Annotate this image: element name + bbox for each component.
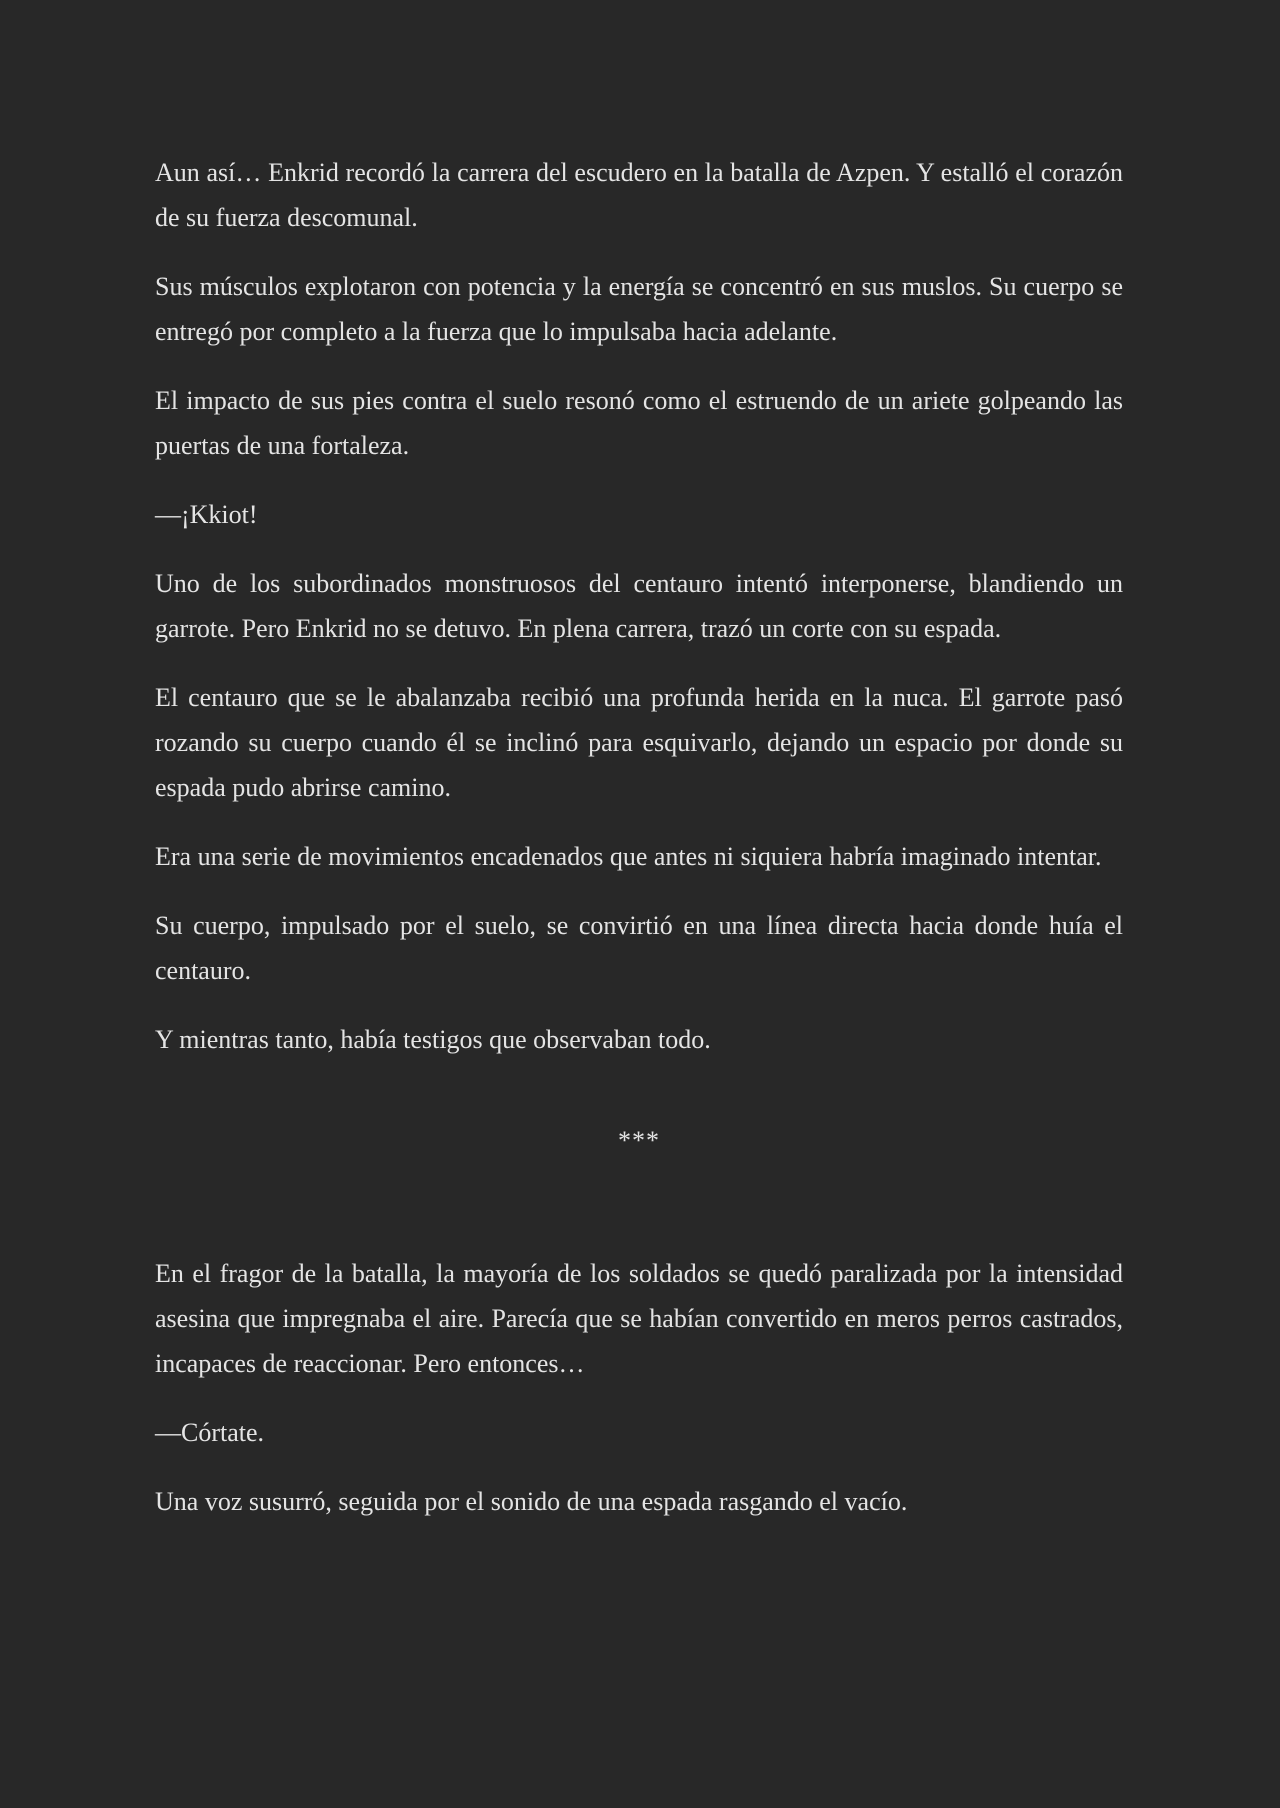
scene-separator: *** xyxy=(618,1126,660,1155)
paragraph: Era una serie de movimientos encadenados que antes ni siquiera habría imaginado intentar. xyxy=(155,842,1102,871)
paragraph: El impacto de sus pies contra el suelo resonó como el estruendo de un ariete golpeando las puertas de una fortaleza. xyxy=(155,386,1123,460)
paragraph: Su cuerpo, impulsado por el suelo, se convirtió en una línea directa hacia donde huía el centauro. xyxy=(155,911,1123,985)
dialogue-line: —¡Kkiot! xyxy=(155,500,258,529)
paragraph: En el fragor de la batalla, la mayoría de los soldados se quedó paralizada por la intensidad asesina que impregnaba el aire. Parecía que se habían convertido en meros perros castrados, incapaces de reaccionar. Pero entonces… xyxy=(155,1259,1123,1378)
paragraph: Una voz susurró, seguida por el sonido de una espada rasgando el vacío. xyxy=(155,1487,908,1516)
paragraph: Sus músculos explotaron con potencia y la energía se concentró en sus muslos. Su cuerpo se entregó por completo a la fuerza que lo impulsaba hacia adelante. xyxy=(155,272,1123,346)
paragraph: Y mientras tanto, había testigos que observaban todo. xyxy=(155,1025,711,1054)
reader-page xyxy=(155,150,1123,1548)
paragraph: Uno de los subordinados monstruosos del centauro intentó interponerse, blandiendo un garrote. Pero Enkrid no se detuvo. En plena carrera, trazó un corte con su espada. xyxy=(155,569,1123,643)
paragraph: Aun así… Enkrid recordó la carrera del escudero en la batalla de Azpen. Y estalló el corazón de su fuerza descomunal. xyxy=(155,158,1123,232)
paragraph: El centauro que se le abalanzaba recibió una profunda herida en la nuca. El garrote pasó rozando su cuerpo cuando él se inclinó para esquivarlo, dejando un espacio por donde su espada pudo abrirse camino. xyxy=(155,683,1123,802)
dialogue-line: —Córtate. xyxy=(155,1418,265,1447)
